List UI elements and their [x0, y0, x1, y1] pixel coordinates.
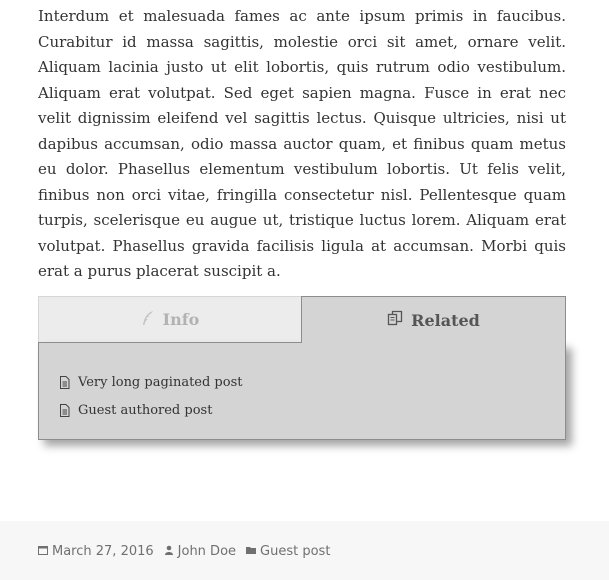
tab-related[interactable]: [301, 296, 566, 343]
post-author: [164, 544, 236, 559]
post-date-link[interactable]: March 27, 2016: [52, 544, 154, 559]
document-icon: [58, 376, 71, 389]
related-post-item[interactable]: [58, 396, 242, 424]
entry-footer: [0, 521, 609, 580]
article-paragraph: Interdum et malesuada fames ac ante ipsum primis in faucibus. Curabitur id massa sagittis, molestie orci sit amet, ornare velit. Aliquam lacinia justo ut elit lobortis, quis rutrum odio vestibulum. Aliquam erat volutpat. Sed eget sapien magna. Fusce in erat nec velit dignissim eleifend vel sagittis lectus. Quisque ultricies, nisi ut dapibus accumsan, odio massa auctor quam, et finibus quam metus eu dolor. Phasellus elementum vestibulum lobortis. Ut felis velit, finibus non orci vitae, fringilla consectetur nisl. Pellentesque quam turpis, scelerisque eu augue ut, tristique luctus lorem. Aliquam erat volutpat. Phasellus gravida facilisis ligula at accumsan. Morbi quis erat a purus placerat suscipit a.: [38, 7, 566, 280]
related-posts-list: [58, 368, 242, 424]
tabs-widget: [38, 296, 566, 440]
post-meta: [38, 544, 330, 559]
copy-icon: [387, 310, 403, 330]
tab-info[interactable]: [38, 296, 302, 342]
feather-icon: [141, 310, 155, 330]
related-post-item[interactable]: [58, 368, 242, 396]
calendar-icon: [38, 544, 48, 559]
related-post-title: Very long paginated post: [78, 374, 243, 390]
post-date: [38, 544, 154, 559]
document-icon: [58, 404, 71, 417]
user-icon: [164, 544, 174, 559]
post-category-link[interactable]: Guest post: [260, 544, 331, 559]
tab-related-label: Related: [411, 310, 480, 330]
related-post-title: Guest authored post: [78, 402, 213, 418]
post-category: [246, 544, 330, 559]
post-author-link[interactable]: John Doe: [177, 544, 237, 559]
tab-info-label: Info: [162, 310, 200, 329]
related-panel: [38, 342, 566, 440]
folder-icon: [246, 544, 256, 559]
